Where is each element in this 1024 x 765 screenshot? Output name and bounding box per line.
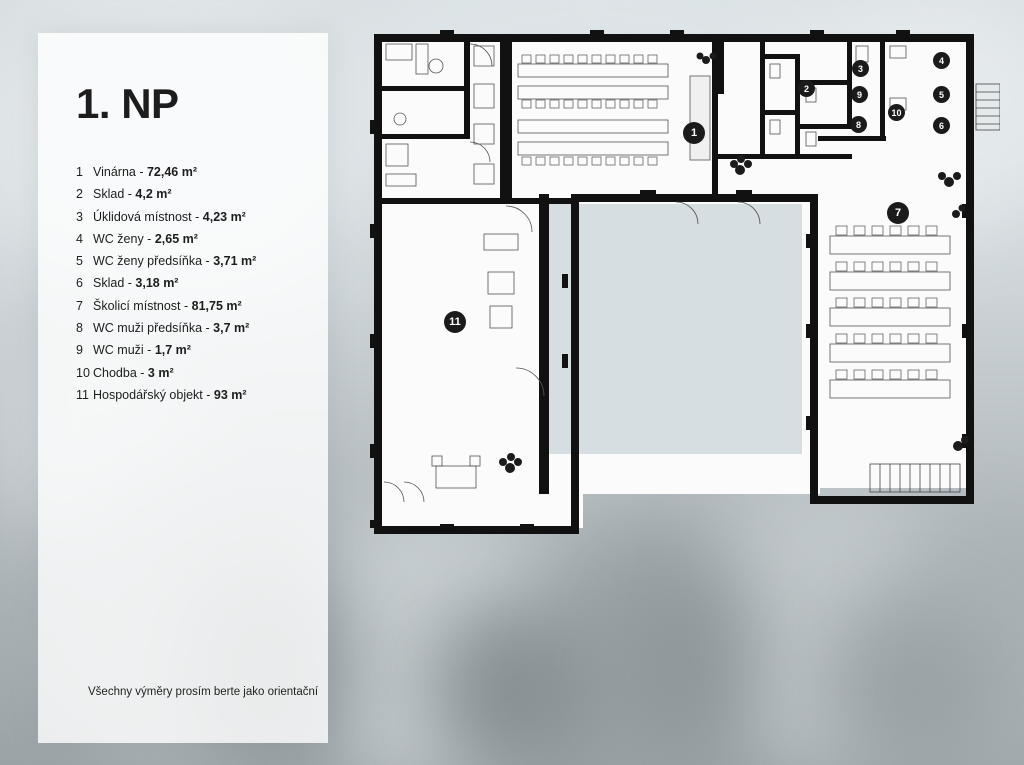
legend-item-name: WC ženy — [93, 231, 144, 246]
room-marker-11[interactable]: 11 — [444, 311, 466, 333]
legend-item-area: 93 m² — [213, 387, 247, 402]
legend-item-area: 2,65 m² — [154, 231, 198, 246]
legend-item-number: 2 — [76, 187, 83, 202]
list-item — [76, 317, 306, 339]
room-marker-6[interactable]: 6 — [933, 117, 950, 134]
floor-plan-drawing — [340, 24, 1000, 544]
room-marker-3[interactable]: 3 — [852, 60, 869, 77]
list-item — [76, 228, 306, 250]
room-marker-7[interactable]: 7 — [887, 202, 909, 224]
list-item — [76, 295, 306, 317]
legend-item-number: 11 — [76, 387, 89, 402]
list-item — [76, 384, 306, 406]
list-item — [76, 206, 306, 228]
legend-item-number: 5 — [76, 254, 83, 269]
legend-item-name: WC muži — [93, 343, 144, 358]
legend-item-number: 4 — [76, 231, 83, 246]
legend-item-number: 7 — [76, 298, 83, 313]
list-item — [76, 250, 306, 272]
disclaimer-note: Všechny výměry prosím berte jako orientační — [88, 686, 319, 698]
background-blur-blob — [430, 600, 590, 765]
list-item — [76, 272, 306, 294]
room-marker-2[interactable]: 2 — [798, 80, 815, 97]
legend-item-name: Úklidová místnost — [93, 209, 192, 224]
legend-item-area: 3,7 m² — [213, 321, 250, 336]
legend-item-name: Hospodářský objekt — [93, 387, 203, 402]
room-marker-8[interactable]: 8 — [850, 116, 867, 133]
legend-item-number: 3 — [76, 209, 83, 224]
legend-item-area: 3 m² — [147, 365, 174, 380]
legend-item-name: WC ženy předsíňka — [93, 254, 203, 269]
list-item — [76, 183, 306, 205]
legend-item-separator: - — [202, 254, 214, 269]
legend-item-name: Chodba — [93, 365, 137, 380]
legend-item-name: Sklad — [93, 187, 125, 202]
legend-item-number: 1 — [76, 165, 83, 179]
legend-item-number: 10 — [76, 365, 90, 380]
list-item — [76, 339, 306, 361]
legend-item-name: Vinárna — [93, 165, 136, 179]
legend-item-area: 4,2 m² — [135, 187, 172, 202]
legend-item-area: 4,23 m² — [202, 209, 246, 224]
legend-panel — [38, 33, 328, 743]
room-marker-10[interactable]: 10 — [888, 104, 905, 121]
legend-item-name: Školicí místnost — [93, 298, 181, 313]
legend-item-separator: - — [143, 231, 155, 246]
room-marker-5[interactable]: 5 — [933, 86, 950, 103]
list-item — [76, 362, 306, 384]
legend-item-area: 3,18 m² — [135, 276, 179, 291]
legend-item-area: 1,7 m² — [154, 343, 191, 358]
background-blur-blob — [620, 560, 760, 760]
legend-item-separator: - — [135, 165, 147, 179]
legend-list — [76, 161, 306, 406]
legend-item-name: Sklad — [93, 276, 125, 291]
legend-item-area: 72,46 m² — [146, 165, 197, 179]
list-item — [76, 161, 306, 183]
legend-item-separator: - — [143, 343, 155, 358]
legend-item-number: 9 — [76, 343, 83, 358]
legend-item-separator: - — [202, 387, 214, 402]
legend-item-separator: - — [124, 187, 136, 202]
legend-item-separator: - — [191, 209, 203, 224]
legend-item-number: 6 — [76, 276, 83, 291]
legend-item-name: WC muži předsíňka — [93, 321, 203, 336]
legend-item-separator: - — [180, 298, 192, 313]
floor-plan — [340, 24, 1000, 544]
page-title: 1. NP — [76, 80, 179, 127]
legend-item-separator: - — [124, 276, 136, 291]
room-marker-9[interactable]: 9 — [851, 86, 868, 103]
legend-item-separator: - — [136, 365, 148, 380]
legend-item-separator: - — [202, 321, 214, 336]
background-blur-blob — [820, 600, 1000, 765]
legend-item-number: 8 — [76, 321, 83, 336]
room-marker-4[interactable]: 4 — [933, 52, 950, 69]
legend-item-area: 3,71 m² — [213, 254, 257, 269]
legend-item-area: 81,75 m² — [191, 298, 242, 313]
room-marker-1[interactable]: 1 — [683, 122, 705, 144]
